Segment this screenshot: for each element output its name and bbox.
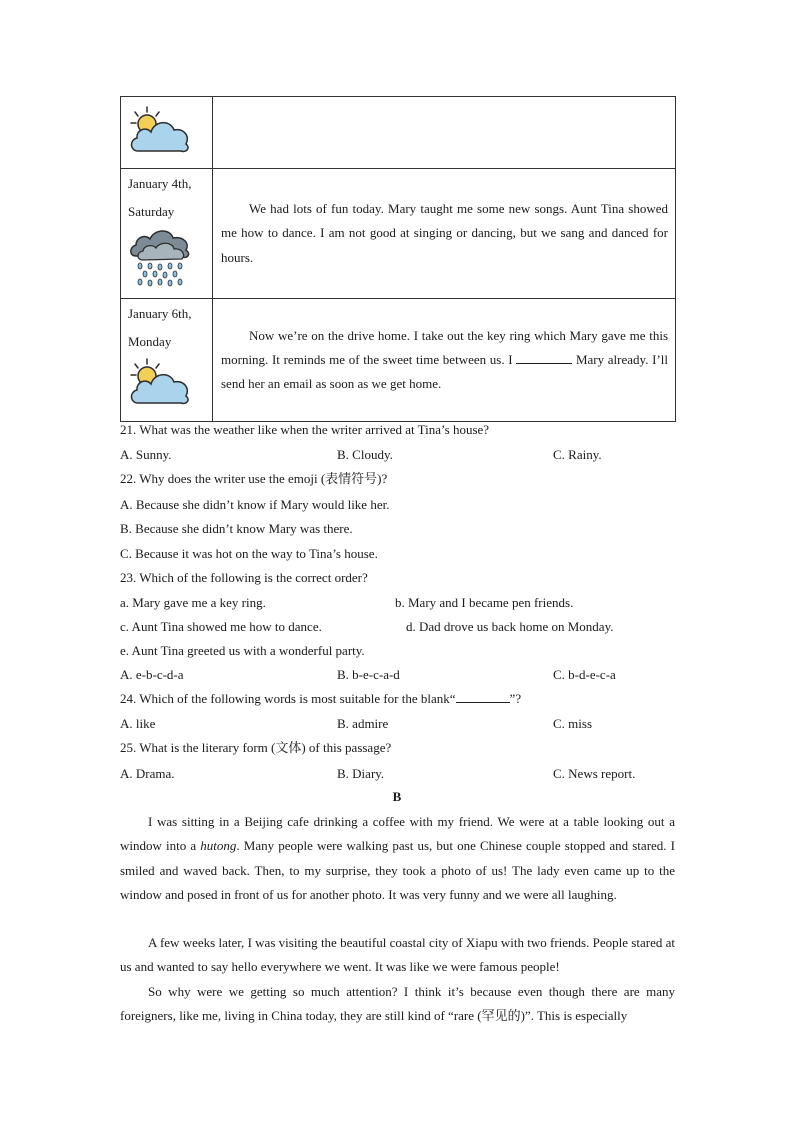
passage-paragraph: A few weeks later, I was visiting the beautiful coastal city of Xiapu with two friends. People stared at us and wanted to say hello everywhere we went. It was like we were famous people! (120, 935, 675, 975)
question-stem: 25. What is the literary form (文体) of this passage? (120, 740, 392, 755)
diary-row (121, 97, 676, 169)
passage-paragraph: So why were we getting so much attention? I think it’s because even though there are many foreigners, like me, living in China today, they are still kind of “rare (罕见的)”. This is especially (120, 984, 675, 1024)
option-a: A. e-b-c-d-a (120, 667, 184, 682)
question-stem: 23. Which of the following is the correct order? (120, 570, 368, 585)
option-b: B. Cloudy. (337, 447, 393, 462)
sun-cloud-icon (128, 104, 192, 156)
question-stem: 21. What was the weather like when the writer arrived at Tina’s house? (120, 422, 490, 437)
option-c: C. Rainy. (553, 447, 602, 462)
entry-text: We had lots of fun today. Mary taught me some new songs. Aunt Tina showed me how to dance. I am not good at singing or dancing, but we sang and danced for hours. (221, 201, 668, 265)
option-b: B. Because she didn’t know Mary was there. (120, 521, 353, 536)
date-text: January 6th, (128, 306, 192, 321)
option-c: C. miss (553, 716, 593, 731)
order-item: e. Aunt Tina greeted us with a wonderful party. (120, 643, 365, 658)
passage-paragraph: I was sitting in a Beijing cafe drinking a coffee with my friend. We were at a table looking out a window into a hutong. Many people were walking past us, but one Chinese couple stopped and stared. I smiled and waved back. Then, to my surprise, they took a photo of us! The lady even came up to the window and posed in front of us for another photo. It was very funny and we were all laughing. (120, 814, 675, 902)
weekday-text: Saturday (128, 203, 175, 219)
date-cell (121, 97, 213, 169)
option-a: A. Drama. (120, 766, 175, 781)
sun-cloud-icon (128, 356, 192, 408)
option-c: C. Because it was hot on the way to Tina’s house. (120, 546, 378, 561)
option-b: B. b-e-c-a-d (337, 667, 400, 682)
rain-cloud-icon (128, 226, 194, 288)
option-a: A. Sunny. (120, 447, 172, 462)
order-item: c. Aunt Tina showed me how to dance. (120, 619, 322, 634)
option-c: C. News report. (553, 766, 636, 781)
option-b: B. Diary. (337, 766, 385, 781)
order-item: a. Mary gave me a key ring. (120, 595, 266, 610)
entry-text: Now we’re on the drive home. I take out the key ring which Mary gave me this morning. It reminds me of the sweet time between us. I Mary already. I’ll send her an email as soon as we get home. (221, 327, 668, 392)
option-a: A. Because she didn’t know if Mary would like her. (120, 497, 390, 512)
diary-entry (213, 169, 676, 299)
weekday-text: Monday (128, 333, 172, 349)
question-stem: 24. Which of the following words is most suitable for the blank“ ”? (120, 691, 522, 706)
diary-table (120, 96, 676, 422)
date-cell (121, 299, 213, 422)
question-stem: 22. Why does the writer use the emoji (表情符号)? (120, 471, 388, 486)
diary-row (121, 299, 676, 422)
section-heading: B (392, 789, 402, 804)
option-b: B. admire (337, 716, 389, 731)
order-item: d. Dad drove us back home on Monday. (406, 619, 614, 634)
date-text: January 4th, (128, 176, 192, 191)
option-c: C. b-d-e-c-a (553, 667, 616, 682)
answer-blank (456, 690, 510, 703)
answer-blank (516, 351, 572, 364)
option-a: A. like (120, 716, 156, 731)
order-item: b. Mary and I became pen friends. (395, 595, 574, 610)
date-cell (121, 169, 213, 299)
diary-row (121, 169, 676, 299)
diary-entry (213, 299, 676, 422)
diary-entry (213, 97, 676, 169)
